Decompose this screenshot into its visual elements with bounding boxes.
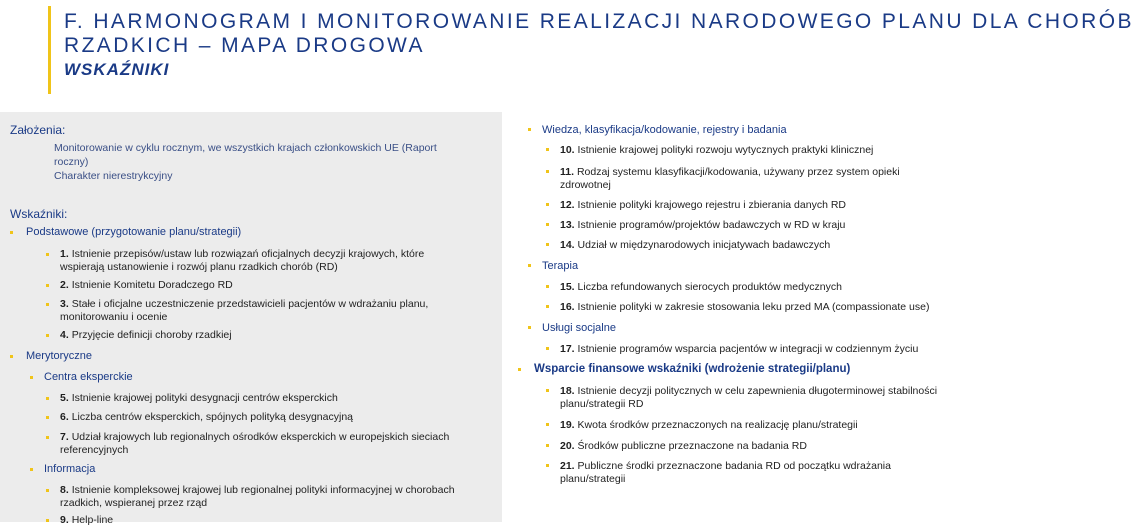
indicator-9: 9. Help-line: [60, 514, 114, 526]
indicator-11-line-2: zdrowotnej: [560, 179, 611, 191]
indicator-21: 21. Publiczne środki przeznaczone badania RD od początku wdrażania: [560, 460, 891, 472]
bullet-icon: [528, 264, 531, 267]
indicator-4: 4. Przyjęcie definicji choroby rzadkiej: [60, 329, 232, 341]
indicator-12: 12. Istnienie polityki krajowego rejestru i zbierania danych RD: [560, 199, 846, 211]
indicator-21-line-2: planu/strategii: [560, 473, 626, 485]
assumption-1-line-2: roczny): [54, 156, 89, 168]
bullet-icon: [518, 368, 521, 371]
knowledge-label: Wiedza, klasyfikacja/kodowanie, rejestry i badania: [542, 124, 787, 136]
slide-title: [64, 10, 1134, 80]
indicator-2: 2. Istnienie Komitetu Doradczego RD: [60, 279, 233, 291]
indicator-6: 6. Liczba centrów eksperckich, spójnych polityką desygnacyjną: [60, 411, 353, 423]
indicator-7-line-2: referencyjnych: [60, 444, 129, 456]
bullet-icon: [546, 444, 549, 447]
bullet-icon: [46, 489, 49, 492]
bullet-icon: [46, 519, 49, 522]
indicator-19: 19. Kwota środków przeznaczonych na realizację planu/strategii: [560, 419, 858, 431]
bullet-icon: [46, 284, 49, 287]
indicator-8: 8. Istnienie kompleksowej krajowej lub regionalnej polityki informacyjnej w chorobach: [60, 484, 455, 496]
indicator-11: 11. Rodzaj systemu klasyfikacji/kodowania, używany przez system opieki: [560, 166, 900, 178]
indicator-10: 10. Istnienie krajowej polityki rozwoju wytycznych praktyki klinicznej: [560, 144, 874, 156]
indicator-3: 3. Stałe i oficjalne uczestniczenie przedstawicieli pacjentów w wdrażaniu planu,: [60, 298, 429, 310]
bullet-icon: [546, 389, 549, 392]
bullet-icon: [10, 231, 13, 234]
indicator-1: 1. Istnienie przepisów/ustaw lub rozwiązań oficjalnych decyzji krajowych, które: [60, 248, 425, 260]
bullet-icon: [528, 326, 531, 329]
bullet-icon: [30, 376, 33, 379]
accent-bar: [48, 6, 51, 94]
bullet-icon: [546, 203, 549, 206]
indicator-8-line-2: rzadkich, wspieranej przez rząd: [60, 497, 208, 509]
financial-support-label: Wsparcie finansowe wskaźniki (wdrożenie strategii/planu): [534, 363, 851, 375]
indicator-3-line-2: monitorowaniu i ocenie: [60, 311, 168, 323]
bullet-icon: [546, 464, 549, 467]
indicator-18: 18. Istnienie decyzji politycznych w celu zapewnienia długoterminowej stabilności: [560, 385, 938, 397]
indicator-15: 15. Liczba refundowanych sierocych produktów medycznych: [560, 281, 842, 293]
therapy-label: Terapia: [542, 260, 579, 272]
assumption-1-line-1: Monitorowanie w cyklu rocznym, we wszystkich krajach członkowskich UE (Raport: [54, 142, 437, 154]
left-content-panel: [0, 112, 502, 526]
indicator-13: 13. Istnienie programów/projektów badawczych w RD w kraju: [560, 219, 846, 231]
indicator-14: 14. Udział w międzynarodowych inicjatywach badawczych: [560, 239, 831, 251]
bullet-icon: [546, 223, 549, 226]
substantive-label: Merytoryczne: [26, 350, 93, 362]
indicator-20: 20. Środków publiczne przeznaczone na badania RD: [560, 440, 807, 452]
indicator-7: 7. Udział krajowych lub regionalnych ośrodków eksperckich w europejskich sieciach: [60, 431, 450, 443]
bullet-icon: [546, 243, 549, 246]
indicator-18-line-2: planu/strategii RD: [560, 398, 644, 410]
indicator-5: 5. Istnienie krajowej polityki desygnacji centrów eksperckich: [60, 392, 338, 404]
bullet-icon: [546, 305, 549, 308]
basic-indicators-label: Podstawowe (przygotowanie planu/strategii): [26, 226, 242, 238]
bullet-icon: [46, 397, 49, 400]
title-line-2: RZADKICH – MAPA DROGOWA: [64, 34, 425, 57]
bullet-icon: [10, 355, 13, 358]
right-content-panel: [516, 112, 960, 522]
bullet-icon: [546, 347, 549, 350]
bullet-icon: [46, 436, 49, 439]
title-subtitle: WSKAŹNIKI: [64, 60, 170, 79]
bullet-icon: [546, 170, 549, 173]
bullet-icon: [46, 334, 49, 337]
bullet-icon: [546, 285, 549, 288]
indicators-label: Wskaźniki:: [10, 207, 68, 221]
bullet-icon: [46, 416, 49, 419]
assumptions-label: Założenia:: [10, 123, 66, 137]
bullet-icon: [46, 253, 49, 256]
social-services-label: Usługi socjalne: [542, 322, 616, 334]
bullet-icon: [46, 303, 49, 306]
indicator-17: 17. Istnienie programów wsparcia pacjentów w integracji w codziennym życiu: [560, 343, 919, 355]
indicator-1-line-2: wspierają ustanowienie i rozwój planu rzadkich chorób (RD): [60, 261, 338, 273]
assumption-2: Charakter nierestrykcyjny: [54, 170, 173, 182]
bullet-icon: [528, 128, 531, 131]
bullet-icon: [30, 468, 33, 471]
bullet-icon: [546, 148, 549, 151]
title-line-1: F. HARMONOGRAM I MONITOROWANIE REALIZACJI NARODOWEGO PLANU DLA CHORÓB: [64, 10, 1134, 33]
indicator-16: 16. Istnienie polityki w zakresie stosowania leku przed MA (compassionate use): [560, 301, 930, 313]
bullet-icon: [546, 423, 549, 426]
information-label: Informacja: [44, 463, 96, 475]
expert-centers-label: Centra eksperckie: [44, 371, 133, 383]
